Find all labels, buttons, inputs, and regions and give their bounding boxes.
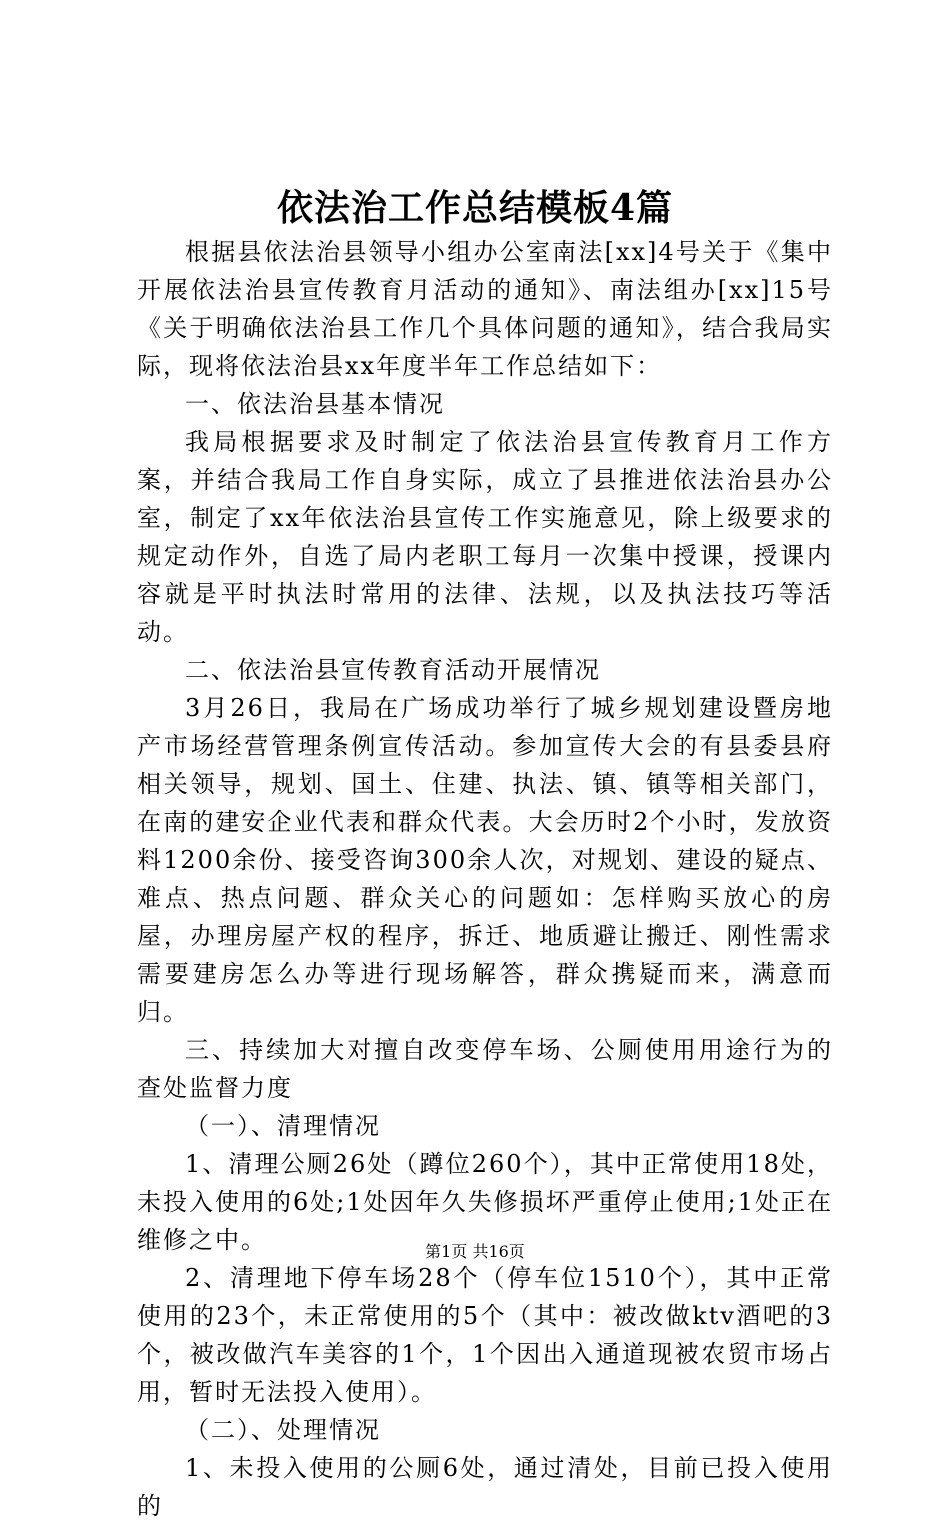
paragraph-parking: 2、清理地下停车场28个（停车位1510个），其中正常使用的23个，未正常使用的5个（其中：被改做ktv酒吧的3个，被改做汽车美容的1个，1个因出入通道现被农贸市场占用，暂时无法投入使用）。 bbox=[137, 1264, 833, 1406]
page-footer: 第1页 共16页 bbox=[425, 1242, 525, 1261]
subsection-heading-2: （二）、处理情况 bbox=[185, 1416, 381, 1444]
paragraph-intro: 根据县依法治县领导小组办公室南法[xx]4号关于《集中开展依法治县宣传教育月活动的通知》、南法组办[xx]15号《关于明确依法治县工作几个具体问题的通知》，结合我局实际，现将依法治县xx年度半年工作总结如下： bbox=[137, 238, 833, 380]
section-heading-2: 二、依法治县宣传教育活动开展情况 bbox=[185, 656, 601, 684]
paragraph-section-2: 3月26日，我局在广场成功举行了城乡规划建设暨房地产市场经营管理条例宣传活动。参加宣传大会的有县委县府相关领导，规划、国土、住建、执法、镇、镇等相关部门，在南的建安企业代表和群众代表。大会历时2个小时，发放资料1200余份、接受咨询300余人次，对规划、建设的疑点、难点、热点问题、群众关心的问题如：怎样购买放心的房屋，办理房屋产权的程序，拆迁、地质避让搬迁、刚性需求需要建房怎么办等进行现场解答，群众携疑而来，满意而归。 bbox=[137, 694, 833, 1026]
subsection-heading-1: （一）、清理情况 bbox=[185, 1112, 381, 1140]
section-heading-3: 三、持续加大对擅自改变停车场、公厕使用用途行为的查处监督力度 bbox=[137, 1036, 833, 1102]
paragraph-section-1: 我局根据要求及时制定了依法治县宣传教育月工作方案，并结合我局工作自身实际，成立了县推进依法治县办公室，制定了xx年依法治县宣传工作实施意见，除上级要求的规定动作外，自选了局内老职工每月一次集中授课，授课内容就是平时执法时常用的法律、法规，以及执法技巧等活动。 bbox=[137, 428, 833, 646]
document-title: 依法治工作总结模板4篇 bbox=[276, 187, 674, 229]
paragraph-handling: 1、未投入使用的公厕6处，通过清处，目前已投入使用的 bbox=[137, 1454, 833, 1520]
document-body bbox=[137, 233, 833, 1525]
paragraph-toilets: 1、清理公厕26处（蹲位260个），其中正常使用18处，未投入使用的6处;1处因年久失修损坏严重停止使用;1处正在维修之中。 bbox=[137, 1150, 833, 1254]
section-heading-1: 一、依法治县基本情况 bbox=[185, 390, 445, 418]
